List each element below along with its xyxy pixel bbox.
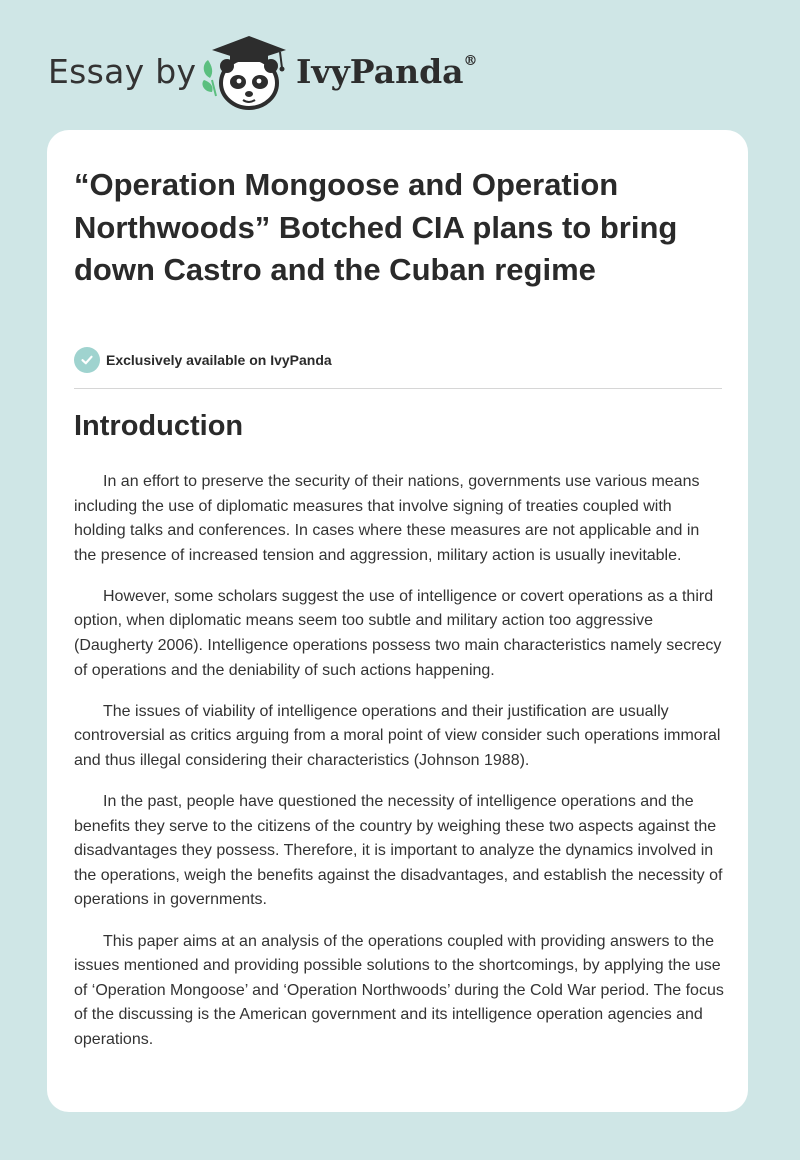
essay-title: “Operation Mongoose and Operation Northwoods” Botched CIA plans to bring down Castro and the Cuban regime <box>74 167 678 287</box>
paragraph: In the past, people have questioned the necessity of intelligence operations and the benefits they serve to the citizens of the country by weighing these two aspects against the disadvantages they possess. Therefore, it is important to analyze the dynamics involved in the operations, weigh the benefits against the disadvantages, and establish the necessity of operations in governments. <box>74 793 723 909</box>
essay-by-label: Essay by <box>48 52 197 91</box>
check-icon <box>74 347 100 373</box>
paragraph: In an effort to preserve the security of their nations, governments use various means including the use of diplomatic measures that involve signing of treaties coupled with holding talks and conferences. In cases where these measures are not applicable and in the presence of increased tension and aggression, military action is usually inevitable. <box>74 473 700 564</box>
paragraph: However, some scholars suggest the use of intelligence or covert operations as a third option, when diplomatic means seem too subtle and military action too aggressive (Daugherty 2006). Intelligence operations possess two main characteristics namely secrecy of operations and the deniability of such actions happening. <box>74 587 722 679</box>
essay-card <box>47 130 748 1112</box>
essay-body <box>74 470 724 1069</box>
section-heading-introduction: Introduction <box>74 410 244 442</box>
panda-graduate-logo-icon[interactable] <box>200 34 294 110</box>
registered-mark: ® <box>463 53 478 69</box>
brand-text: IvyPanda <box>296 52 464 91</box>
site-header <box>0 0 800 130</box>
paragraph: This paper aims at an analysis of the operations coupled with providing answers to the issues mentioned and providing possible solutions to the shortcomings, by applying the use of ‘Operation Mongoose’ and ‘Operation Northwoods’ during the Cold War period. The focus of the discussing is the American government and its intelligence operation agencies and operations. <box>74 932 724 1048</box>
exclusive-badge <box>74 347 332 373</box>
divider <box>74 388 722 389</box>
brand-name[interactable] <box>296 52 478 91</box>
badge-label: Exclusively available on IvyPanda <box>106 352 332 368</box>
paragraph: The issues of viability of intelligence operations and their justification are usually controversial as critics arguing from a moral point of view consider such operations immoral and thus illegal considering their characteristics (Johnson 1988). <box>74 702 721 769</box>
